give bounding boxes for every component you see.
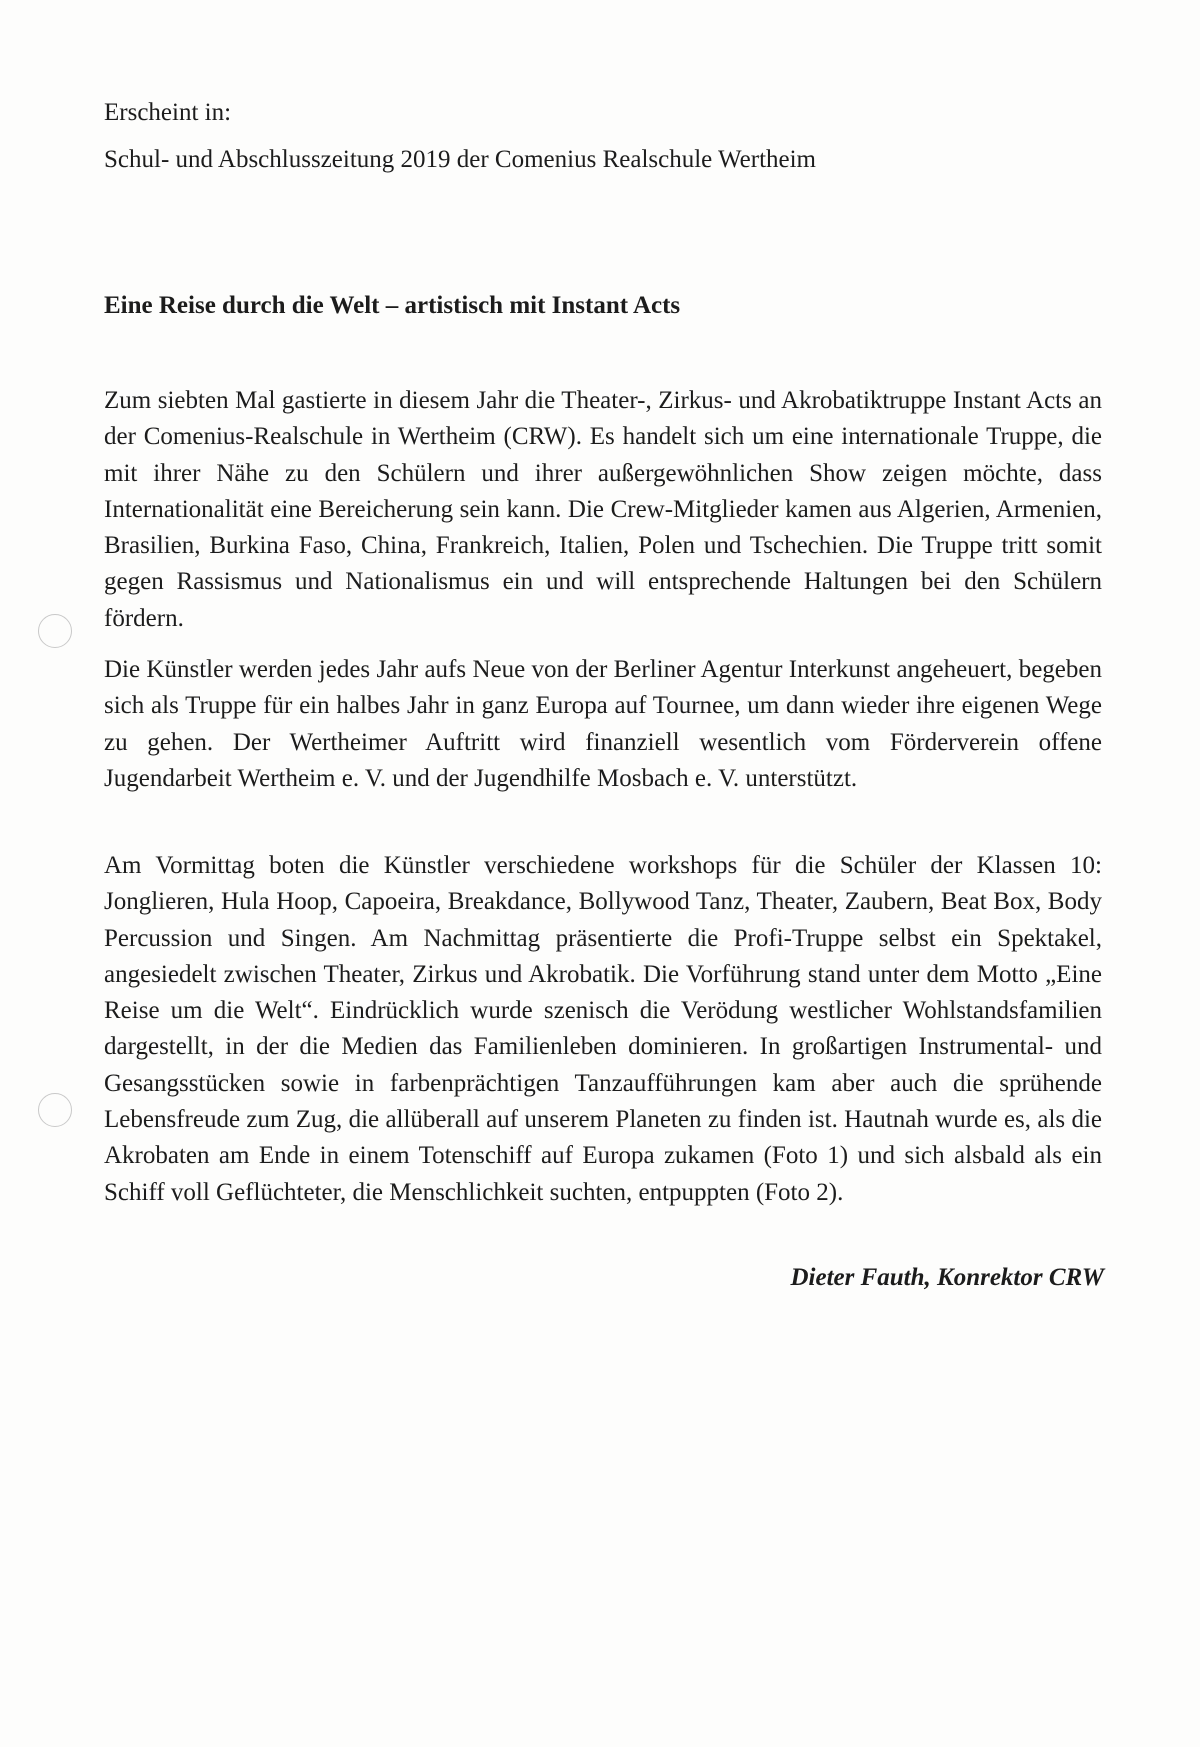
article-paragraph-1: Zum siebten Mal gastierte in diesem Jahr die Theater-, Zirkus- und Akrobatiktruppe Instant Acts an der Comenius-Realschule in Wertheim (CRW). Es handelt sich um eine internationale Truppe, die mit ihrer Nähe zu den Schülern und ihrer außergewöhnlichen Show zeigen möchte, dass Internationalität eine Bereicherung sein kann. Die Crew-Mitglieder kamen aus Algerien, Armenien, Brasilien, Burkina Faso, China, Frankreich, Italien, Polen und Tschechien. Die Truppe tritt somit gegen Rassismus und Nationalismus ein und will entsprechende Haltungen bei den Schülern fördern. [104,387,1102,632]
punch-hole-mark [38,1093,72,1127]
article-headline: Eine Reise durch die Welt – artistisch mit Instant Acts [104,292,681,319]
article-paragraph-3: Am Vormittag boten die Künstler verschiedene workshops für die Schüler der Klassen 10: Jonglieren, Hula Hoop, Capoeira, Breakdance, Bollywood Tanz, Theater, Zaubern, Beat Box, Body Percussion und Singen. Am Nachmittag präsentierte die Profi-Truppe selbst ein Spektakel, angesiedelt zwischen Theater, Zirkus und Akrobatik. Die Vorführung stand unter dem Motto „Eine Reise um die Welt“. Eindrücklich wurde szenisch die Verödung westlicher Wohlstandsfamilien dargestellt, in der die Medien das Familienleben dominieren. In großartigen Instrumental- und Gesangsstücken sowie in farbenprächtigen Tanzaufführungen kam aber auch die sprühende Lebensfreude zum Zug, die allüberall auf unserem Planeten zu finden ist. Hautnah wurde es, als die Akrobaten am Ende in einem Totenschiff auf Europa zukamen (Foto 1) und sich alsbald als ein Schiff voll Geflüchteter, die Menschlichkeit suchten, entpuppten (Foto 2). [104,852,1102,1206]
publication-name: Schul- und Abschlusszeitung 2019 der Comenius Realschule Wertheim [104,146,816,173]
article-paragraph-2: Die Künstler werden jedes Jahr aufs Neue von der Berliner Agentur Interkunst angeheuert, begeben sich als Truppe für ein halbes Jahr in ganz Europa auf Tournee, um dann wieder ihre eigenen Wege zu gehen. Der Wertheimer Auftritt wird finanziell wesentlich vom Förderverein offene Jugendarbeit Wertheim e. V. und der Jugendhilfe Mosbach e. V. unterstützt. [104,656,1102,792]
punch-hole-mark [38,614,72,648]
publication-label: Erscheint in: [104,99,232,126]
author-signature: Dieter Fauth, Konrektor CRW [790,1264,1104,1291]
